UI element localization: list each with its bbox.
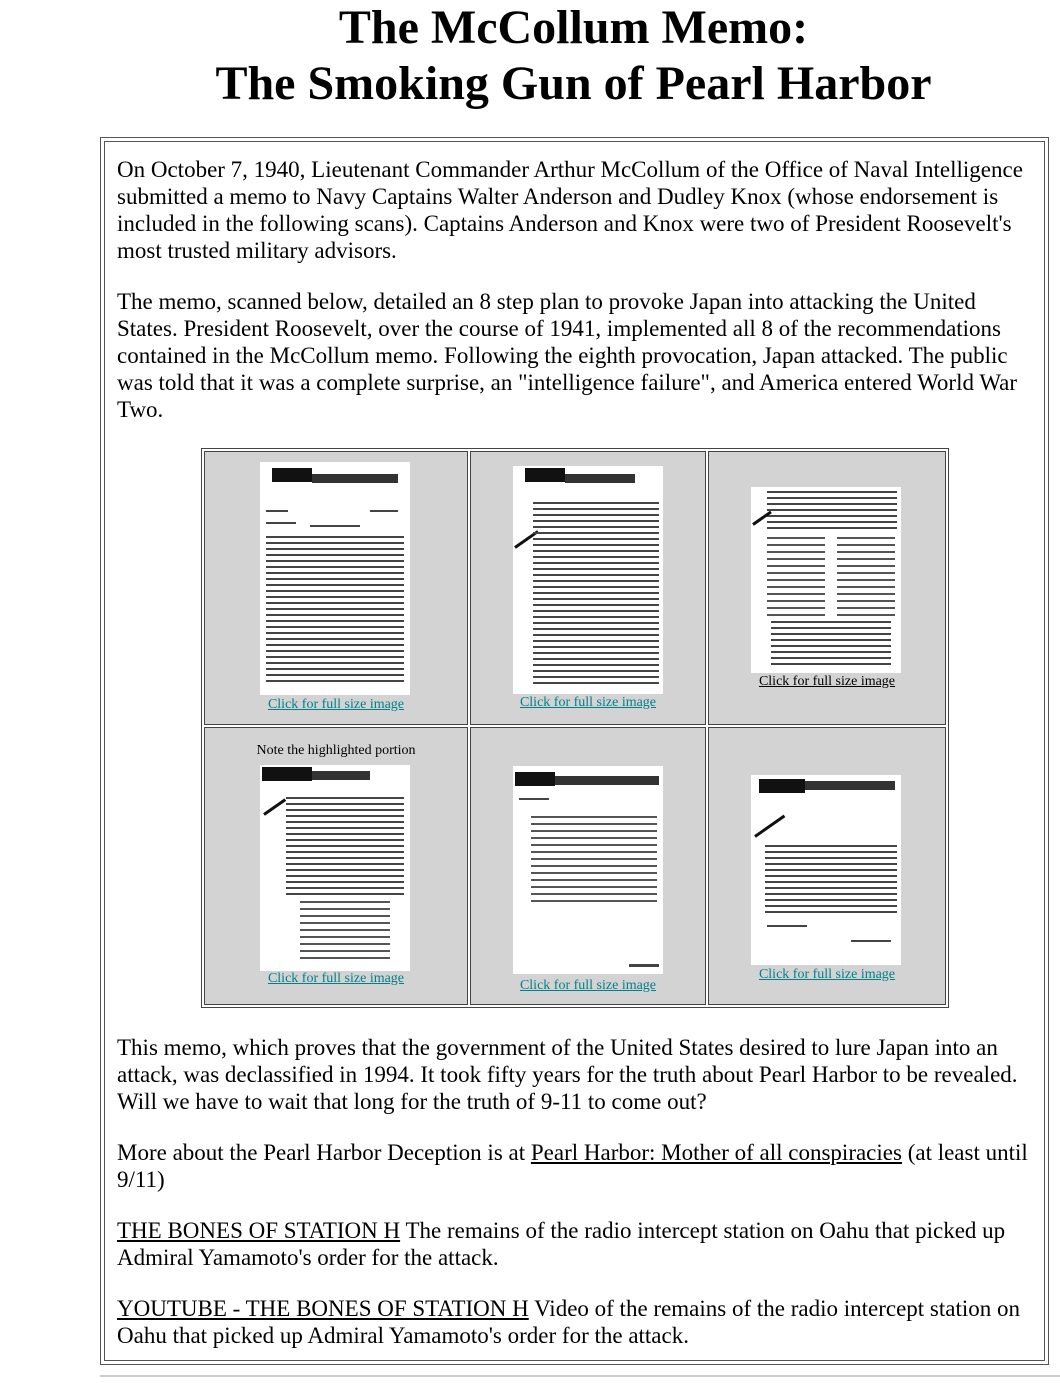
full-size-image-link-3[interactable]: Click for full size image <box>758 674 896 689</box>
memo-page-cell-2 <box>470 451 706 725</box>
closing-content <box>117 1034 1032 1349</box>
more-paragraph <box>117 1139 1032 1193</box>
full-size-image-link-1[interactable]: Click for full size image <box>267 697 405 712</box>
main-content <box>117 156 1032 423</box>
memo-page-caption-5 <box>471 978 705 994</box>
youtube-station-h-link[interactable]: YOUTUBE - THE BONES OF STATION H <box>117 1296 529 1321</box>
memo-page-cell-3 <box>708 451 946 725</box>
bones-of-station-h-link[interactable]: THE BONES OF STATION H <box>117 1218 401 1243</box>
highlight-note: Note the highlighted portion <box>256 743 416 758</box>
full-size-image-link-5[interactable]: Click for full size image <box>519 978 657 993</box>
memo-page-cell-1 <box>204 451 468 725</box>
declassified-paragraph: This memo, which proves that the government of the United States desired to lure Japan into an attack, was declassified in 1994. It took fifty years for the truth about Pearl Harbor to be revealed. Will we have to wait that long for the truth of 9-11 to come out? <box>117 1035 1018 1114</box>
full-size-image-link-6[interactable]: Click for full size image <box>758 967 896 982</box>
title-line-1: The McCollum Memo: <box>338 1 809 54</box>
youtube-description: Video of the remains of the radio intercept station on Oahu that picked up Admiral Yamamoto's order for the attack. <box>117 1296 1021 1348</box>
memo-page-caption-3 <box>709 674 945 690</box>
full-size-image-link-4[interactable]: Click for full size image <box>267 971 405 986</box>
memo-page-scan-1[interactable] <box>260 462 410 695</box>
memo-page-scan-6[interactable] <box>751 775 901 965</box>
page-title <box>0 0 1060 112</box>
intro-paragraph-2: The memo, scanned below, detailed an 8 step plan to provoke Japan into attacking the United States. President Roosevelt, over the course of 1941, implemented all 8 of the recommendations contained in the McCollum memo. Following the eighth provocation, Japan attacked. The public was told that it was a complete surprise, an "intelligence failure", and America entered World War Two. <box>117 289 1018 422</box>
memo-page-caption-1 <box>205 697 467 713</box>
memo-page-cell-4 <box>204 727 468 1005</box>
title-line-2: The Smoking Gun of Pearl Harbor <box>215 57 932 110</box>
memo-page-scan-3[interactable] <box>751 487 901 673</box>
youtube-paragraph <box>117 1295 1032 1349</box>
content-frame <box>100 137 1049 1365</box>
memo-page-caption-6 <box>709 967 945 983</box>
memo-page-scan-2[interactable] <box>513 466 663 694</box>
more-prefix: More about the Pearl Harbor Deception is at <box>117 1140 531 1165</box>
pearl-harbor-conspiracies-link[interactable]: Pearl Harbor: Mother of all conspiracies <box>530 1140 902 1165</box>
station-h-paragraph <box>117 1217 1032 1271</box>
memo-page-caption-4 <box>205 971 467 987</box>
memo-page-cell-5 <box>470 727 706 1005</box>
horizontal-rule <box>100 1375 1060 1377</box>
intro-paragraph-1: On October 7, 1940, Lieutenant Commander Arthur McCollum of the Office of Naval Intelligence submitted a memo to Navy Captains Walter Anderson and Dudley Knox (whose endorsement is included in the following scans). Captains Anderson and Knox were two of President Roosevelt's most trusted military advisors. <box>117 157 1023 263</box>
more-suffix: (at least until 9/11) <box>117 1140 1028 1192</box>
full-size-image-link-2[interactable]: Click for full size image <box>519 695 657 710</box>
content-frame-inner <box>104 141 1045 1361</box>
memo-page-caption-2 <box>471 695 705 711</box>
memo-scan-gallery <box>201 448 949 1008</box>
memo-page-cell-6 <box>708 727 946 1005</box>
memo-page-scan-5[interactable] <box>513 766 663 974</box>
memo-page-scan-4[interactable] <box>260 765 410 971</box>
station-h-description: The remains of the radio intercept station on Oahu that picked up Admiral Yamamoto's order for the attack. <box>117 1218 1006 1270</box>
